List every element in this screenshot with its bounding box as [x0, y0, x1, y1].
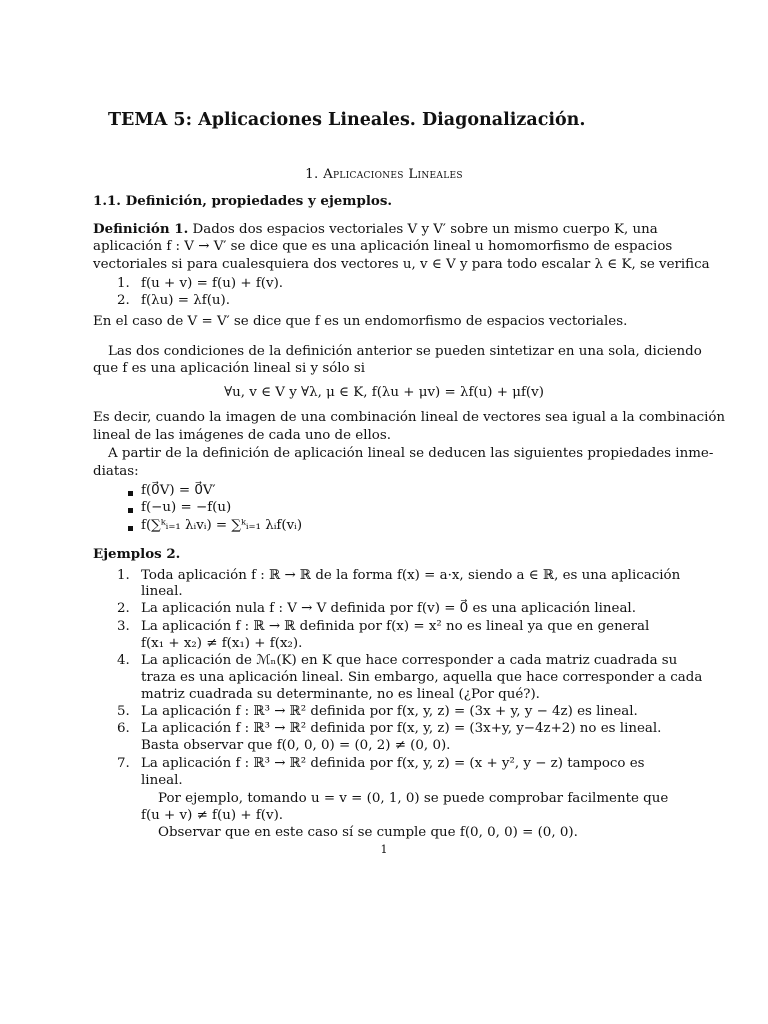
example-number: 3. [117, 619, 130, 634]
example-6-line-2: Basta observar que f(0, 0, 0) = (0, 2) ≠ (0, 0). [141, 738, 451, 753]
definition-line-1 [93, 221, 658, 237]
example-6-line-1: La aplicación f : ℝ³ → ℝ² definida por f(x, y, z) = (3x+y, y−4z+2) no es lineal. [141, 721, 662, 736]
definition-text-2: aplicación f : V → V′ se dice que es una aplicación lineal u homomorfismo de espacios [93, 239, 673, 254]
bullet-marker [128, 526, 133, 531]
example-4-line-1: La aplicación de ℳₙ(K) en K que hace corresponder a cada matriz cuadrada su [141, 653, 678, 668]
example-5-line-1: La aplicación f : ℝ³ → ℝ² definida por f(x, y, z) = (3x + y, y − 4z) es lineal. [141, 704, 638, 719]
subsection-heading: 1.1. Definición, propiedades y ejemplos. [93, 193, 393, 209]
examples-label: Ejemplos 2. [93, 546, 181, 562]
paragraph-1-line-1: Las dos condiciones de la definición anterior se pueden sintetizar en una sola, diciendo [108, 344, 702, 359]
example-number: 5. [117, 704, 130, 719]
example-number: 7. [117, 756, 130, 771]
example-7-line-2: lineal. [141, 773, 183, 788]
example-1-line-2: lineal. [141, 584, 183, 599]
example-7-extra-3: Observar que en este caso sí se cumple que f(0, 0, 0) = (0, 0). [158, 825, 578, 840]
example-3-line-1: La aplicación f : ℝ → ℝ definida por f(x) = x² no es lineal ya que en general [141, 619, 650, 634]
example-7-extra-2: f(u + v) ≠ f(u) + f(v). [141, 808, 284, 823]
property-1: f(0⃗V) = 0⃗V′ [141, 483, 216, 498]
example-number: 1. [117, 568, 130, 583]
page-number: 1 [380, 843, 388, 856]
definition-item-number-1: 1. [117, 276, 130, 291]
display-formula: ∀u, v ∈ V y ∀λ, μ ∈ K, f(λu + μv) = λf(u) + μf(v) [224, 385, 544, 400]
example-3-line-2: f(x₁ + x₂) ≠ f(x₁) + f(x₂). [141, 636, 303, 651]
definition-text-3: vectoriales si para cualesquiera dos vectores u, v ∈ V y para todo escalar λ ∈ K, se verifica [93, 257, 710, 272]
property-3: f(∑ᵏᵢ₌₁ λᵢvᵢ) = ∑ᵏᵢ₌₁ λᵢf(vᵢ) [141, 518, 303, 533]
section-heading: 1. Aplicaciones Lineales [305, 167, 463, 182]
example-number: 6. [117, 721, 130, 736]
example-1-line-1: Toda aplicación f : ℝ → ℝ de la forma f(x) = a·x, siendo a ∈ ℝ, es una aplicación [141, 568, 681, 583]
paragraph-1-line-2: que f es una aplicación lineal si y sólo si [93, 361, 366, 376]
bullet-marker [128, 508, 133, 513]
definition-item-2: f(λu) = λf(u). [141, 293, 231, 308]
example-4-line-3: matriz cuadrada su determinante, no es lineal (¿Por qué?). [141, 687, 540, 702]
endomorphism-line: En el caso de V = V′ se dice que f es un endomorfismo de espacios vectoriales. [93, 314, 628, 329]
example-number: 4. [117, 653, 130, 668]
definition-text-1: Dados dos espacios vectoriales V y V′ sobre un mismo cuerpo K, una [192, 222, 658, 237]
definition-label: Definición 1. [93, 221, 189, 237]
paragraph-3-line-2: diatas: [93, 464, 139, 479]
definition-item-1: f(u + v) = f(u) + f(v). [141, 276, 284, 291]
bullet-marker [128, 491, 133, 496]
paragraph-3-line-1: A partir de la definición de aplicación lineal se deducen las siguientes propiedades inme- [108, 446, 714, 461]
paragraph-2-line-1: Es decir, cuando la imagen de una combinación lineal de vectores sea igual a la combinación [93, 410, 726, 425]
property-2: f(−u) = −f(u) [141, 500, 232, 515]
example-4-line-2: traza es una aplicación lineal. Sin embargo, aquella que hace corresponder a cada [141, 670, 703, 685]
paragraph-2-line-2: lineal de las imágenes de cada uno de ellos. [93, 428, 391, 443]
page-title: TEMA 5: Aplicaciones Lineales. Diagonalización. [108, 110, 586, 130]
example-7-line-1: La aplicación f : ℝ³ → ℝ² definida por f(x, y, z) = (x + y², y − z) tampoco es [141, 756, 645, 771]
example-2-line-1: La aplicación nula f : V → V definida por f(v) = 0⃗ es una aplicación lineal. [141, 601, 636, 616]
definition-item-number-2: 2. [117, 293, 130, 308]
example-number: 2. [117, 601, 130, 616]
example-7-extra-1: Por ejemplo, tomando u = v = (0, 1, 0) se puede comprobar facilmente que [158, 791, 669, 806]
